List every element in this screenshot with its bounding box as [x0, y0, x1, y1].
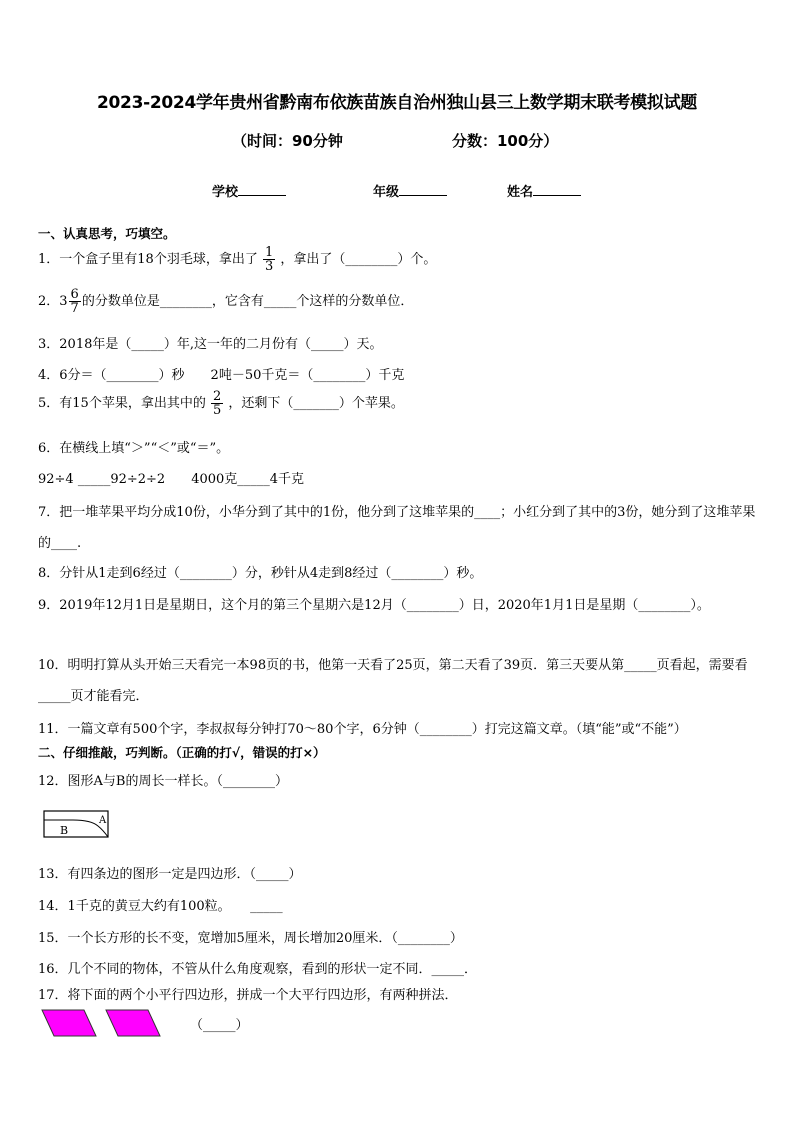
figure-label-a: A [99, 815, 107, 826]
q5-text-b: ，还剩下（_______）个苹果。 [228, 396, 404, 411]
section-1-heading: 一、认真思考，巧填空。 [38, 226, 176, 241]
question-9: 9．2019年12月1日是星期日，这个月的第三个星期六是12月（________）日，2020年1月1日是星期（________）。 [38, 598, 710, 613]
question-16: 16．几个不同的物体，不管从什么角度观察，看到的形状一定不同．_____． [38, 962, 478, 977]
question-17-answer[interactable]: （_____） [190, 1018, 249, 1033]
question-11: 11．一篇文章有500个字，李叔叔每分钟打70～80个字，6分钟（________）打完这篇文章。（填“能”或“不能”） [38, 722, 687, 737]
question-13: 13．有四条边的图形一定是四边形．（_____） [38, 867, 302, 882]
parallelogram-right [106, 1010, 160, 1036]
grade-field [373, 181, 447, 200]
school-field [212, 181, 286, 200]
name-field [507, 181, 581, 200]
q1-denominator: 3 [264, 259, 274, 274]
page-title: 2023-2024学年贵州省黔南布依族苗族自治州独山县三上数学期末联考模拟试题 [97, 93, 697, 113]
school-label: 学校 [212, 185, 239, 200]
question-6: 6．在横线上填“＞”“＜”或“＝”。 [38, 441, 230, 456]
question-14: 14．1千克的黄豆大约有100粒。 _____ [38, 899, 283, 914]
question-7: 7．把一堆苹果平均分成10份，小华分到了其中的1份，他分到了这堆苹果的____；小红分到了其中的3份，她分到了这堆苹果的____. [38, 505, 756, 551]
figure-ab [43, 810, 111, 840]
question-15: 15．一个长方形的长不变，宽增加5厘米，周长增加20厘米．（________） [38, 931, 463, 946]
parallelogram-figures [40, 1009, 170, 1039]
question-5 [38, 390, 404, 417]
score-label: 分数：100分） [452, 132, 559, 150]
q5-denominator: 5 [212, 403, 222, 418]
q1-text-a: 1．一个盒子里有18个羽毛球，拿出了 [38, 252, 258, 267]
question-10: 10．明明打算从头开始三天看完一本98页的书，他第一天看了25页，第二天看了39页．第三天要从第_____页看起，需要看_____页才能看完． [38, 658, 748, 704]
figure-label-b: B [60, 824, 69, 837]
question-6-items: 92÷4 _____92÷2÷2 4000克_____4千克 [38, 472, 305, 487]
q1-numerator: 1 [264, 245, 274, 260]
name-blank[interactable] [533, 183, 581, 196]
q5-text-a: 5．有15个苹果，拿出其中的 [38, 396, 206, 411]
q2-text-b: 的分数单位是________，它含有_____个这样的分数单位． [81, 294, 414, 309]
q2-denominator: 7 [70, 301, 79, 316]
parallelogram-left [42, 1010, 96, 1036]
name-label: 姓名 [507, 185, 534, 200]
q5-fraction [211, 390, 223, 417]
grade-blank[interactable] [399, 183, 447, 196]
question-2 [38, 288, 413, 315]
time-label: （时间：90分钟 [232, 132, 343, 150]
q5-numerator: 2 [212, 389, 222, 404]
question-4: 4．6分＝（________）秒 2吨－50千克＝（________）千克 [38, 368, 405, 383]
school-blank[interactable] [238, 183, 286, 196]
question-3: 3．2018年是（_____）年,这一年的二月份有（_____）天。 [38, 337, 383, 352]
q2-numerator: 6 [70, 287, 79, 302]
question-1 [38, 246, 436, 273]
grade-label: 年级 [373, 185, 400, 200]
question-17: 17．将下面的两个小平行四边形，拼成一个大平行四边形，有两种拼法． [38, 988, 458, 1003]
q1-text-b: ，拿出了（________）个。 [280, 252, 437, 267]
section-2-heading: 二、仔细推敲，巧判断。（正确的打√，错误的打×） [38, 745, 326, 760]
q1-fraction [263, 246, 275, 273]
q2-text-a: 2．3 [38, 294, 68, 309]
question-8: 8．分针从1走到6经过（________）分，秒针从4走到8经过（________）秒。 [38, 566, 483, 581]
q2-fraction [69, 288, 81, 315]
question-12: 12．图形A与B的周长一样长。（________） [38, 774, 288, 789]
